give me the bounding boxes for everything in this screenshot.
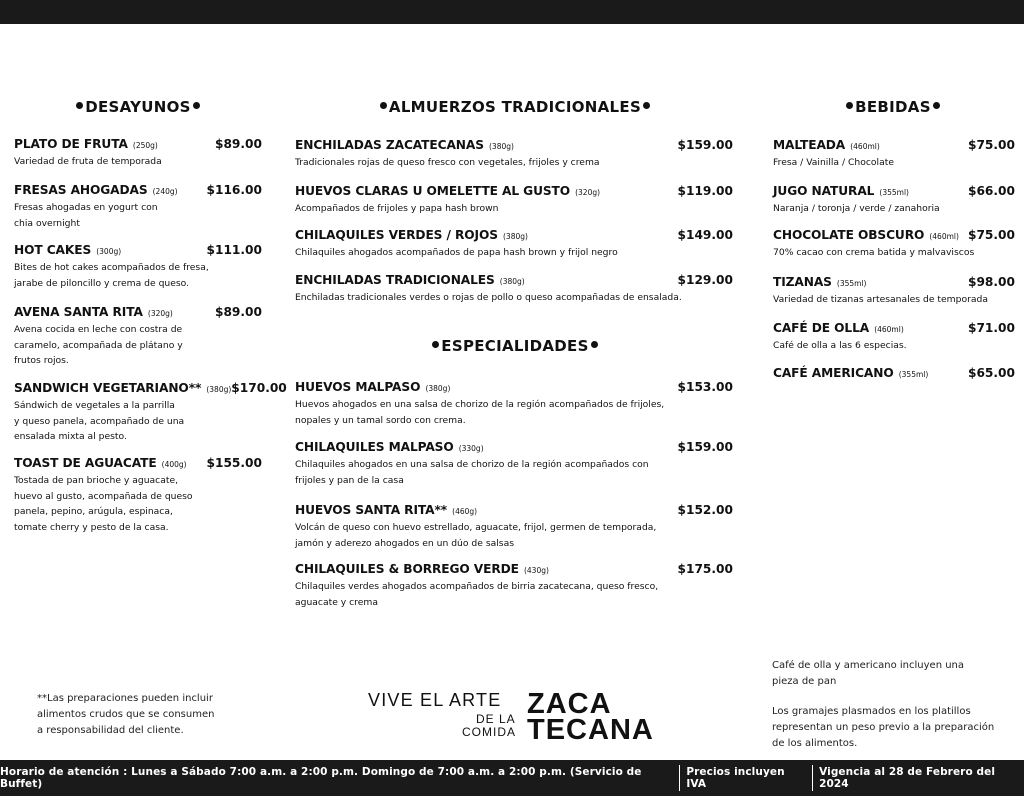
bullet-icon	[432, 341, 439, 348]
item-price: $111.00	[206, 243, 262, 257]
item-name: TOAST DE AGUACATE	[14, 456, 157, 470]
item-name: CAFÉ AMERICANO	[773, 366, 894, 380]
logo-big-1: ZACA	[527, 688, 612, 720]
heading-especialidades	[295, 337, 735, 355]
item-price: $89.00	[214, 137, 262, 151]
item-price: $65.00	[967, 366, 1015, 380]
menu-item	[295, 180, 733, 217]
menu-item	[295, 134, 733, 171]
item-header	[773, 224, 1015, 243]
item-size: (380g)	[503, 232, 528, 241]
note-crudos: **Las preparaciones pueden incluir alimentos crudos que se consumen a responsabilidad del cliente.	[37, 693, 215, 736]
section-title: DESAYUNOS	[85, 98, 191, 116]
note-gramajes: Los gramajes plasmados en los platillos representan un peso previo a la preparación de los alimentos.	[772, 706, 995, 749]
bullet-icon	[591, 341, 598, 348]
item-name: TIZANAS	[773, 275, 832, 289]
bullet-icon	[193, 102, 200, 109]
item-description: Enchiladas tradicionales verdes o rojas de pollo o queso acompañadas de ensalada.	[295, 292, 682, 303]
item-price: $75.00	[967, 138, 1015, 152]
item-price: $116.00	[206, 183, 262, 197]
item-title	[14, 133, 158, 152]
item-price: $129.00	[677, 273, 733, 287]
item-description: Variedad de fruta de temporada	[14, 156, 162, 167]
menu-item	[14, 377, 287, 445]
item-header	[295, 558, 733, 577]
item-header	[773, 317, 1015, 336]
item-description: 70% cacao con crema batida y malvaviscos	[773, 247, 975, 258]
item-header	[14, 301, 262, 320]
item-name: CHOCOLATE OBSCURO	[773, 228, 925, 242]
heading-desayunos	[14, 98, 262, 116]
item-size: (430g)	[523, 566, 549, 575]
item-price: $159.00	[677, 138, 733, 152]
item-title	[773, 271, 866, 290]
menu-item	[773, 134, 1015, 171]
item-description: Avena cocida en leche con costra de caramelo, acompañada de plátano y frutos rojos.	[14, 324, 183, 366]
item-header	[14, 239, 262, 258]
item-name: CAFÉ DE OLLA	[773, 321, 870, 335]
logo-line-2: DE LA	[476, 712, 516, 726]
item-header	[295, 269, 733, 288]
item-title	[295, 134, 514, 153]
footer-horario: Horario de atención : Lunes a Sábado 7:00 a.m. a 2:00 p.m. Domingo de 7:00 a.m. a 2:00 p.m. (Servicio de Buffet)	[0, 766, 642, 790]
logo-line-1: VIVE EL ARTE	[368, 690, 502, 710]
item-title	[14, 179, 178, 198]
item-header	[14, 133, 262, 152]
item-price: $159.00	[677, 440, 733, 454]
item-price: $149.00	[677, 228, 733, 242]
item-description: Fresas ahogadas en yogurt con chia overnight	[14, 202, 158, 229]
item-size: (250g)	[132, 141, 158, 150]
item-header	[295, 499, 733, 518]
footer-bar	[0, 760, 1024, 796]
item-header	[773, 134, 1015, 153]
item-description: Tradicionales rojas de queso fresco con vegetales, frijoles y crema	[295, 157, 600, 168]
item-price: $66.00	[967, 184, 1015, 198]
bullet-icon	[933, 102, 940, 109]
top-bar	[0, 0, 1024, 24]
menu-item	[14, 239, 262, 291]
item-description: Variedad de tizanas artesanales de temporada	[773, 294, 988, 305]
item-description: Chilaquiles ahogados en una salsa de chorizo de la región acompañados con frijoles y pan de la casa	[295, 459, 649, 486]
menu-item	[14, 301, 262, 369]
bullet-icon	[76, 102, 83, 109]
menu-item	[295, 436, 733, 488]
logo-big-2: TECANA	[527, 714, 654, 746]
menu-item	[773, 224, 1015, 261]
item-name: AVENA SANTA RITA	[14, 305, 143, 319]
item-name: HOT CAKES	[14, 243, 92, 257]
item-size: (300g)	[96, 247, 122, 256]
item-title	[773, 134, 880, 153]
item-name: JUGO NATURAL	[773, 184, 875, 198]
item-header	[773, 362, 1015, 381]
item-header	[773, 180, 1015, 199]
item-size: (355ml)	[879, 188, 909, 197]
menu-item	[295, 269, 733, 306]
item-name: ENCHILADAS TRADICIONALES	[295, 273, 495, 287]
menu-item	[295, 499, 733, 551]
section-title: ALMUERZOS TRADICIONALES	[388, 98, 642, 116]
note-pan: Café de olla y americano incluyen una pieza de pan	[772, 660, 965, 687]
bullet-icon	[643, 102, 650, 109]
footer-divider	[679, 765, 680, 791]
item-header	[773, 271, 1015, 290]
item-name: CHILAQUILES MALPASO	[295, 440, 454, 454]
item-description: Huevos ahogados en una salsa de chorizo de la región acompañados de frijoles, nopales y un tamal sordo con crema.	[295, 399, 665, 426]
item-description: Tostada de pan brioche y aguacate, huevo al gusto, acompañada de queso panela, pepino, arúgula, espinaca, tomate cherry y pesto de la casa.	[14, 475, 193, 533]
item-price: $71.00	[967, 321, 1015, 335]
item-title	[773, 362, 928, 381]
item-price: $175.00	[677, 562, 733, 576]
item-size: (460ml)	[929, 232, 959, 241]
item-name: ENCHILADAS ZACATECANAS	[295, 138, 484, 152]
item-description: Bites de hot cakes acompañados de fresa, jarabe de piloncillo y crema de queso.	[14, 262, 209, 289]
heading-bebidas	[773, 98, 1013, 116]
item-name: PLATO DE FRUTA	[14, 137, 128, 151]
footer-vigencia: Vigencia al 28 de Febrero del 2024	[819, 766, 996, 790]
item-header	[295, 180, 733, 199]
item-title	[295, 269, 525, 288]
menu-item	[773, 180, 1015, 217]
menu-item	[14, 452, 262, 535]
item-header	[14, 179, 262, 198]
item-price: $152.00	[677, 503, 733, 517]
item-description: Volcán de queso con huevo estrellado, aguacate, frijol, germen de temporada, jamón y aderezo ahogados en un dúo de salsas	[295, 522, 657, 549]
item-size: (320g)	[575, 188, 601, 197]
item-header	[295, 436, 733, 455]
item-title	[14, 377, 231, 396]
item-title	[295, 180, 600, 199]
item-header	[295, 376, 733, 395]
menu-item	[14, 133, 262, 170]
item-name: CHILAQUILES & BORREGO VERDE	[295, 562, 519, 576]
item-title	[295, 436, 484, 455]
item-price: $155.00	[206, 456, 262, 470]
item-title	[295, 376, 450, 395]
item-name: HUEVOS SANTA RITA**	[295, 503, 448, 517]
item-size: (460g)	[452, 507, 478, 516]
item-title	[773, 180, 909, 199]
item-header	[295, 224, 733, 243]
item-header	[295, 134, 733, 153]
item-price: $153.00	[677, 380, 733, 394]
item-title	[14, 239, 121, 258]
item-title	[295, 224, 528, 243]
menu-item	[295, 376, 733, 428]
menu-item	[14, 179, 262, 231]
item-price: $75.00	[967, 228, 1015, 242]
item-name: CHILAQUILES VERDES / ROJOS	[295, 228, 498, 242]
item-name: MALTEADA	[773, 138, 846, 152]
item-price: $98.00	[967, 275, 1015, 289]
item-header	[14, 377, 287, 396]
menu-item	[295, 224, 733, 261]
item-description: Chilaquiles ahogados acompañados de papa hash brown y frijol negro	[295, 247, 618, 258]
item-description: Fresa / Vainilla / Chocolate	[773, 157, 894, 168]
bullet-icon	[846, 102, 853, 109]
menu-item	[773, 317, 1015, 354]
item-size: (380g)	[425, 384, 451, 393]
item-size: (320g)	[147, 309, 173, 318]
item-header	[14, 452, 262, 471]
item-name: HUEVOS MALPASO	[295, 380, 421, 394]
item-size: (380g)	[206, 385, 232, 394]
item-name: FRESAS AHOGADAS	[14, 183, 148, 197]
menu-item	[295, 558, 733, 610]
item-title	[14, 452, 187, 471]
item-description: Café de olla a las 6 especias.	[773, 340, 907, 351]
menu-item	[773, 362, 1015, 383]
item-size: (460ml)	[874, 325, 904, 334]
item-size: (355ml)	[836, 279, 867, 288]
item-title	[295, 499, 477, 518]
item-title	[295, 558, 549, 577]
section-title: BEBIDAS	[855, 98, 931, 116]
item-price: $170.00	[231, 381, 287, 395]
item-description: Acompañados de frijoles y papa hash brown	[295, 203, 499, 214]
logo-line-3: COMIDA	[462, 725, 516, 739]
item-name: SANDWICH VEGETARIANO**	[14, 381, 202, 395]
item-size: (380g)	[499, 277, 525, 286]
item-title	[773, 317, 904, 336]
menu-item	[773, 271, 1015, 308]
brand-logo	[368, 690, 668, 746]
item-size: (460ml)	[850, 142, 880, 151]
item-price: $89.00	[214, 305, 262, 319]
item-size: (380g)	[489, 142, 514, 151]
item-description: Naranja / toronja / verde / zanahoria	[773, 203, 940, 214]
item-name: HUEVOS CLARAS U OMELETTE AL GUSTO	[295, 184, 571, 198]
item-title	[773, 224, 959, 243]
heading-almuerzos	[295, 98, 735, 116]
item-size: (240g)	[152, 187, 178, 196]
item-description: Sándwich de vegetales a la parrilla y queso panela, acompañado de una ensalada mixta al pesto.	[14, 400, 185, 442]
item-size: (330g)	[458, 444, 484, 453]
item-description: Chilaquiles verdes ahogados acompañados de birria zacatecana, queso fresco, aguacate y crema	[295, 581, 659, 608]
bullet-icon	[380, 102, 387, 109]
footer-iva: Precios incluyen IVA	[686, 766, 785, 790]
section-title: ESPECIALIDADES	[441, 337, 589, 355]
item-size: (355ml)	[898, 370, 929, 379]
footer-divider	[812, 765, 813, 791]
item-size: (400g)	[161, 460, 187, 469]
item-price: $119.00	[677, 184, 733, 198]
item-title	[14, 301, 173, 320]
